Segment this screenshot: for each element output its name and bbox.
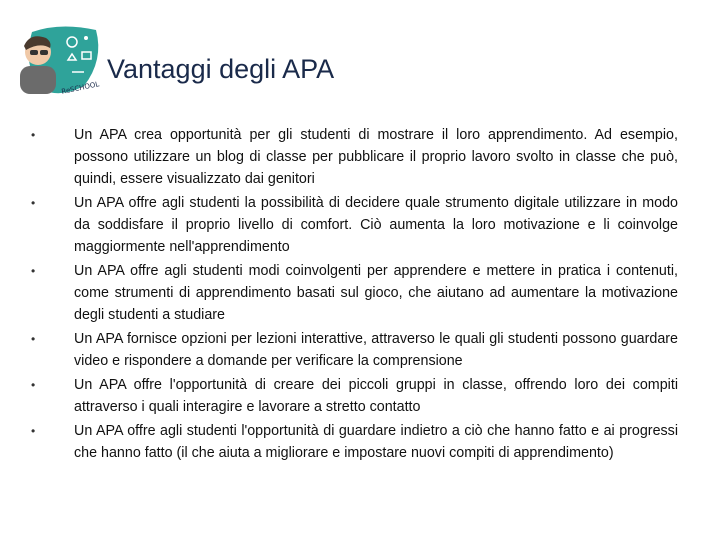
bullet-item <box>28 192 678 258</box>
reschool-logo <box>12 16 108 100</box>
bullet-dot-icon: • <box>31 196 36 210</box>
svg-text:ReSCHOOL: ReSCHOOL <box>60 80 100 96</box>
bullet-item <box>28 260 678 326</box>
bullet-item <box>28 124 678 190</box>
bullet-item <box>28 420 678 464</box>
bullet-text: Un APA offre l'opportunità di creare dei piccoli gruppi in classe, offrendo loro dei compiti attraverso i quali interagire e lavorare a stretto contatto <box>74 377 678 415</box>
bullet-text: Un APA offre agli studenti modi coinvolgenti per apprendere e mettere in pratica i contenuti, come strumenti di apprendimento basati sul gioco, che aiutano ad aumentare la motivazione degli studenti a studiare <box>74 263 678 323</box>
bullet-dot-icon: • <box>31 378 36 392</box>
bullet-item <box>28 374 678 418</box>
bullet-dot-icon: • <box>31 424 36 438</box>
slide-title: Vantaggi degli APA <box>107 54 335 84</box>
bullet-item <box>28 328 678 372</box>
bullet-dot-icon: • <box>31 332 36 346</box>
bullet-text: Un APA fornisce opzioni per lezioni interattive, attraverso le quali gli studenti possono guardare video e rispondere a domande per verificare la comprensione <box>74 331 678 369</box>
bullet-text: Un APA crea opportunità per gli studenti di mostrare il loro apprendimento. Ad esempio, possono utilizzare un blog di classe per pubblicare il proprio lavoro svolto in classe che può, quindi, essere visualizzato dai genitori <box>74 127 678 187</box>
bullet-dot-icon: • <box>31 128 36 142</box>
bullet-list <box>28 124 678 466</box>
bullet-text: Un APA offre agli studenti la possibilità di decidere quale strumento digitale utilizzare in modo da soddisfare il proprio livello di comfort. Ciò aumenta la loro motivazione e li coinvolge maggiormente nell'apprendimento <box>74 195 678 255</box>
bullet-dot-icon: • <box>31 264 36 278</box>
bullet-text: Un APA offre agli studenti l'opportunità di guardare indietro a ciò che hanno fatto e ai progressi che hanno fatto (il che aiuta a migliorare e impostare nuovi compiti di apprendimento) <box>74 423 678 461</box>
